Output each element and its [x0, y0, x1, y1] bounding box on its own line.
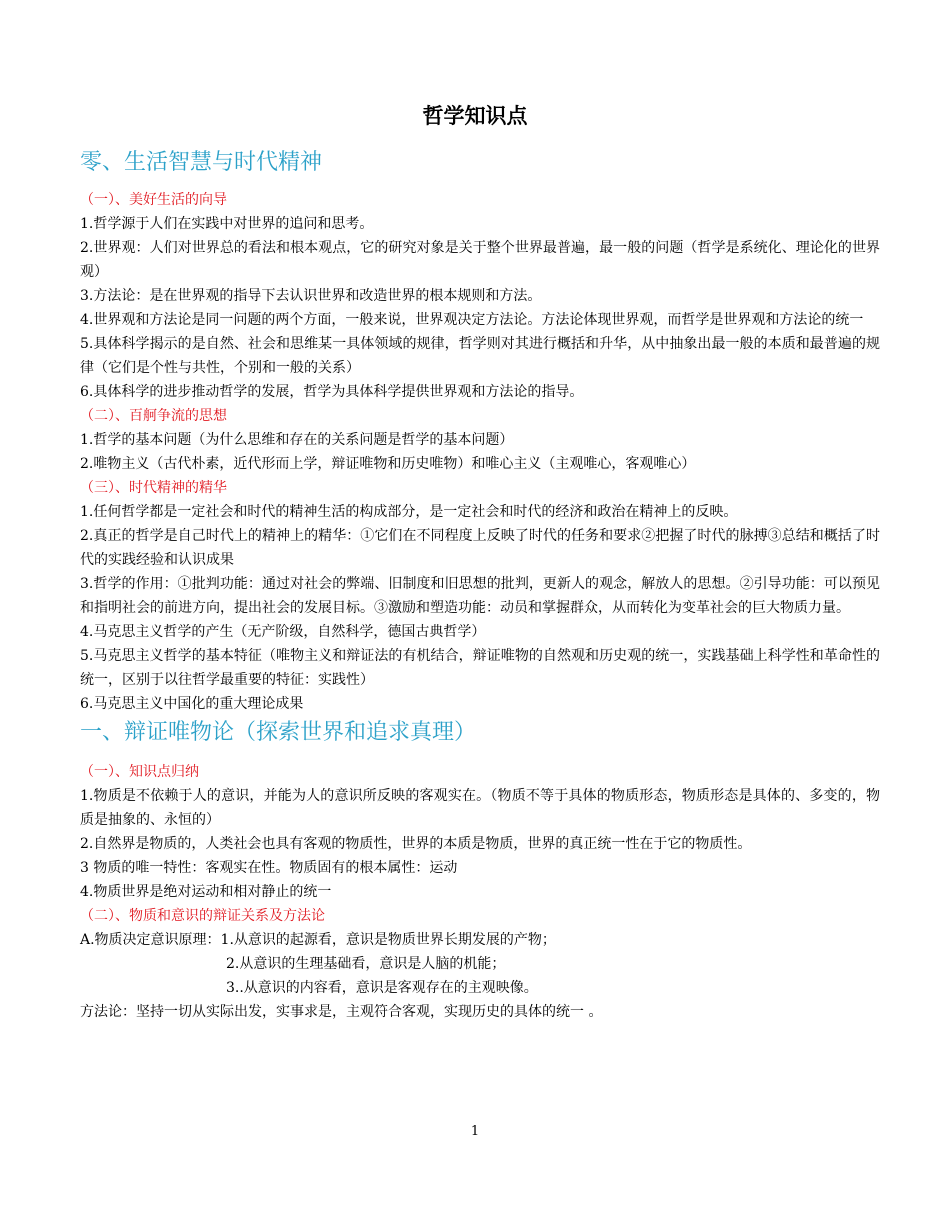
document-title: 哲学知识点 — [422, 104, 528, 128]
paragraph: 1.任何哲学都是一定社会和时代的精神生活的构成部分，是一定社会和时代的经济和政治在精神上的反映。 — [80, 504, 738, 520]
paragraph: 3 物质的唯一特性：客观实在性。物质固有的根本属性：运动 — [80, 860, 458, 876]
paragraph-indented: 3..从意识的内容看，意识是客观存在的主观映像。 — [226, 980, 538, 996]
paragraph: 3.方法论：是在世界观的指导下去认识世界和改造世界的根本规则和方法。 — [80, 288, 542, 304]
subsection-heading: （一）、知识点归纳 — [80, 764, 199, 780]
paragraph: 4.马克思主义哲学的产生（无产阶级，自然科学，德国古典哲学） — [80, 624, 486, 640]
paragraph: 方法论：坚持一切从实际出发，实事求是，主观符合客观，实现历史的具体的统一 。 — [80, 1004, 603, 1020]
paragraph-indented: 2.从意识的生理基础看，意识是人脑的机能； — [226, 956, 506, 972]
section-heading: 一、辩证唯物论（探索世界和追求真理） — [80, 720, 477, 745]
paragraph: 6.具体科学的进步推动哲学的发展，哲学为具体科学提供世界观和方法论的指导。 — [80, 384, 584, 400]
subsection-heading: （二）、物质和意识的辩证关系及方法论 — [80, 908, 325, 924]
paragraph: A.物质决定意识原理：1.从意识的起源看，意识是物质世界长期发展的产物； — [80, 932, 556, 948]
paragraph: 6.马克思主义中国化的重大理论成果 — [80, 696, 304, 712]
paragraph: 2.唯物主义（古代朴素，近代形而上学，辩证唯物和历史唯物）和唯心主义（主观唯心，客观唯心） — [80, 456, 696, 472]
paragraph: 5.具体科学揭示的是自然、社会和思维某一具体领域的规律，哲学则对其进行概括和升华，从中抽象出最一般的本质和最普遍的规律（它们是个性与共性，个别和一般的关系） — [80, 336, 880, 376]
paragraph: 3.哲学的作用：①批判功能：通过对社会的弊端、旧制度和旧思想的批判，更新人的观念，解放人的思想。②引导功能：可以预见和指明社会的前进方向，提出社会的发展目标。③激励和塑造功能：动员和掌握群众，从而转化为变革社会的巨大物质力量。 — [80, 576, 880, 616]
subsection-heading: （一）、美好生活的向导 — [80, 192, 227, 208]
paragraph: 2.真正的哲学是自己时代上的精神上的精华：①它们在不同程度上反映了时代的任务和要求②把握了时代的脉搏③总结和概括了时代的实践经验和认识成果 — [80, 528, 880, 568]
paragraph: 2.世界观：人们对世界总的看法和根本观点，它的研究对象是关于整个世界最普遍，最一般的问题（哲学是系统化、理论化的世界观） — [80, 240, 880, 280]
paragraph: 5.马克思主义哲学的基本特征（唯物主义和辩证法的有机结合，辩证唯物的自然观和历史观的统一，实践基础上科学性和革命性的统一，区别于以往哲学最重要的特征：实践性） — [80, 648, 880, 688]
paragraph: 1.哲学源于人们在实践中对世界的追问和思考。 — [80, 216, 374, 232]
page-number: 1 — [470, 1124, 480, 1139]
paragraph: 1.哲学的基本问题（为什么思维和存在的关系问题是哲学的基本问题） — [80, 432, 514, 448]
paragraph: 1.物质是不依赖于人的意识，并能为人的意识所反映的客观实在。（物质不等于具体的物质形态，物质形态是具体的、多变的，物质是抽象的、永恒的） — [80, 788, 880, 828]
subsection-heading: （二）、百舸争流的思想 — [80, 408, 227, 424]
document-body — [80, 146, 880, 1024]
paragraph: 2.自然界是物质的，人类社会也具有客观的物质性，世界的本质是物质，世界的真正统一性在于它的物质性。 — [80, 836, 752, 852]
section-heading: 零、生活智慧与时代精神 — [80, 150, 323, 175]
paragraph: 4.物质世界是绝对运动和相对静止的统一 — [80, 884, 332, 900]
subsection-heading: （三）、时代精神的精华 — [80, 480, 227, 496]
paragraph: 4.世界观和方法论是同一问题的两个方面，一般来说，世界观决定方法论。方法论体现世界观，而哲学是世界观和方法论的统一 — [80, 312, 864, 328]
